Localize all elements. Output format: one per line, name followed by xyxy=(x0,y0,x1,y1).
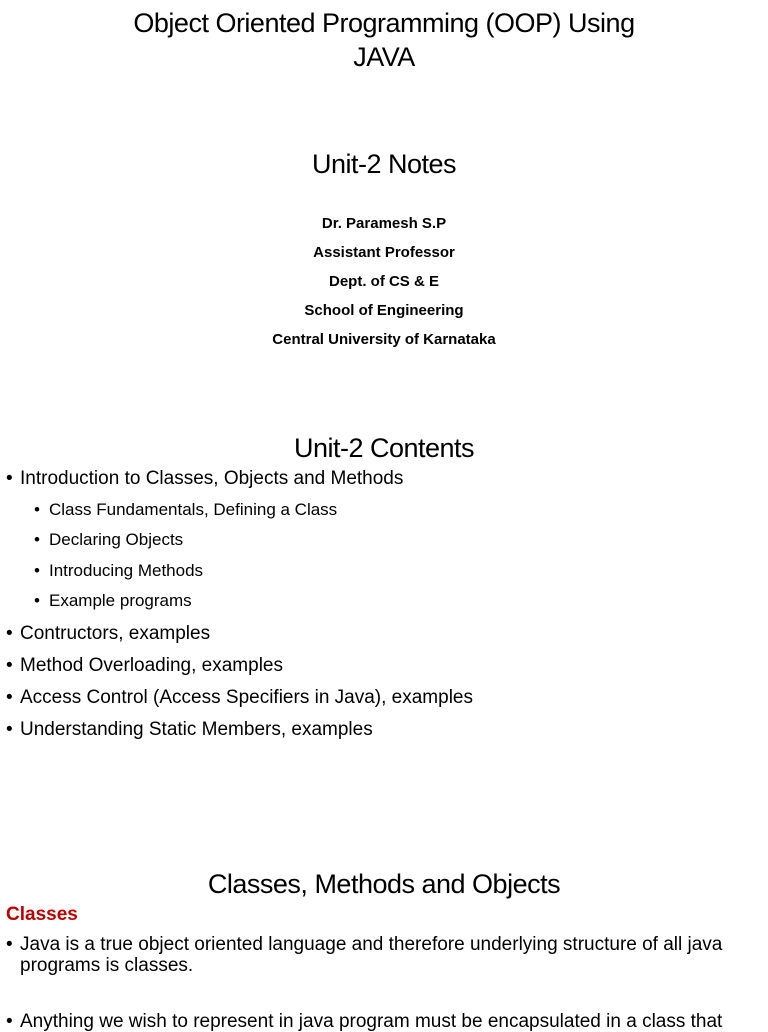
bullet-icon: • xyxy=(6,623,13,644)
contents-item-text: Method Overloading, examples xyxy=(20,655,283,676)
contents-subitem xyxy=(34,529,183,551)
contents-subitem xyxy=(34,499,337,521)
bullet-icon: • xyxy=(6,687,13,708)
bullet-icon: • xyxy=(34,500,40,519)
bullet-icon: • xyxy=(34,591,40,610)
paragraph-line: programs is classes. xyxy=(20,955,194,976)
contents-subitem xyxy=(34,560,203,582)
contents-item xyxy=(6,622,210,646)
bullet-icon: • xyxy=(6,719,13,740)
contents-item xyxy=(6,654,283,678)
contents-item xyxy=(6,718,373,742)
contents-item-text: Contructors, examples xyxy=(20,623,211,644)
classes-section-title: Classes, Methods and Objects xyxy=(207,869,561,899)
notes-title: Unit-2 Notes xyxy=(311,149,457,179)
contents-title: Unit-2 Contents xyxy=(293,433,475,463)
contents-item xyxy=(6,686,473,710)
contents-subitem-text: Declaring Objects xyxy=(49,530,184,549)
bullet-icon: • xyxy=(34,561,40,580)
document-title-line-2: JAVA xyxy=(353,42,415,72)
paragraph-line: Java is a true object oriented language and therefore underlying structure of all java xyxy=(20,934,723,955)
classes-heading: Classes xyxy=(6,904,78,925)
author-name: Dr. Paramesh S.P xyxy=(321,215,447,232)
contents-item-text: Understanding Static Members, examples xyxy=(20,719,373,740)
bullet-icon: • xyxy=(34,530,40,549)
contents-subitem xyxy=(34,590,192,612)
classes-bullet-paragraph xyxy=(6,1011,768,1032)
bullet-icon: • xyxy=(6,655,13,676)
bullet-icon: • xyxy=(6,1011,13,1032)
contents-item-text: Introduction to Classes, Objects and Methods xyxy=(20,468,404,489)
author-department: Dept. of CS & E xyxy=(328,273,439,290)
paragraph-line: Anything we wish to represent in java program must be encapsulated in a class that xyxy=(20,1011,723,1032)
document-title xyxy=(0,6,768,74)
classes-bullet-paragraph xyxy=(6,934,768,976)
author-designation: Assistant Professor xyxy=(313,244,455,261)
author-school: School of Engineering xyxy=(304,302,464,319)
contents-subitem-text: Example programs xyxy=(49,591,192,610)
contents-item-text: Access Control (Access Specifiers in Java), examples xyxy=(20,687,473,708)
bullet-icon: • xyxy=(6,468,13,489)
author-university: Central University of Karnataka xyxy=(272,331,496,348)
contents-item xyxy=(6,467,403,491)
contents-subitem-text: Introducing Methods xyxy=(49,561,204,580)
contents-subitem-text: Class Fundamentals, Defining a Class xyxy=(49,500,338,519)
bullet-icon: • xyxy=(6,934,13,955)
author-block xyxy=(0,209,768,354)
document-title-line-1: Object Oriented Programming (OOP) Using xyxy=(133,8,635,38)
